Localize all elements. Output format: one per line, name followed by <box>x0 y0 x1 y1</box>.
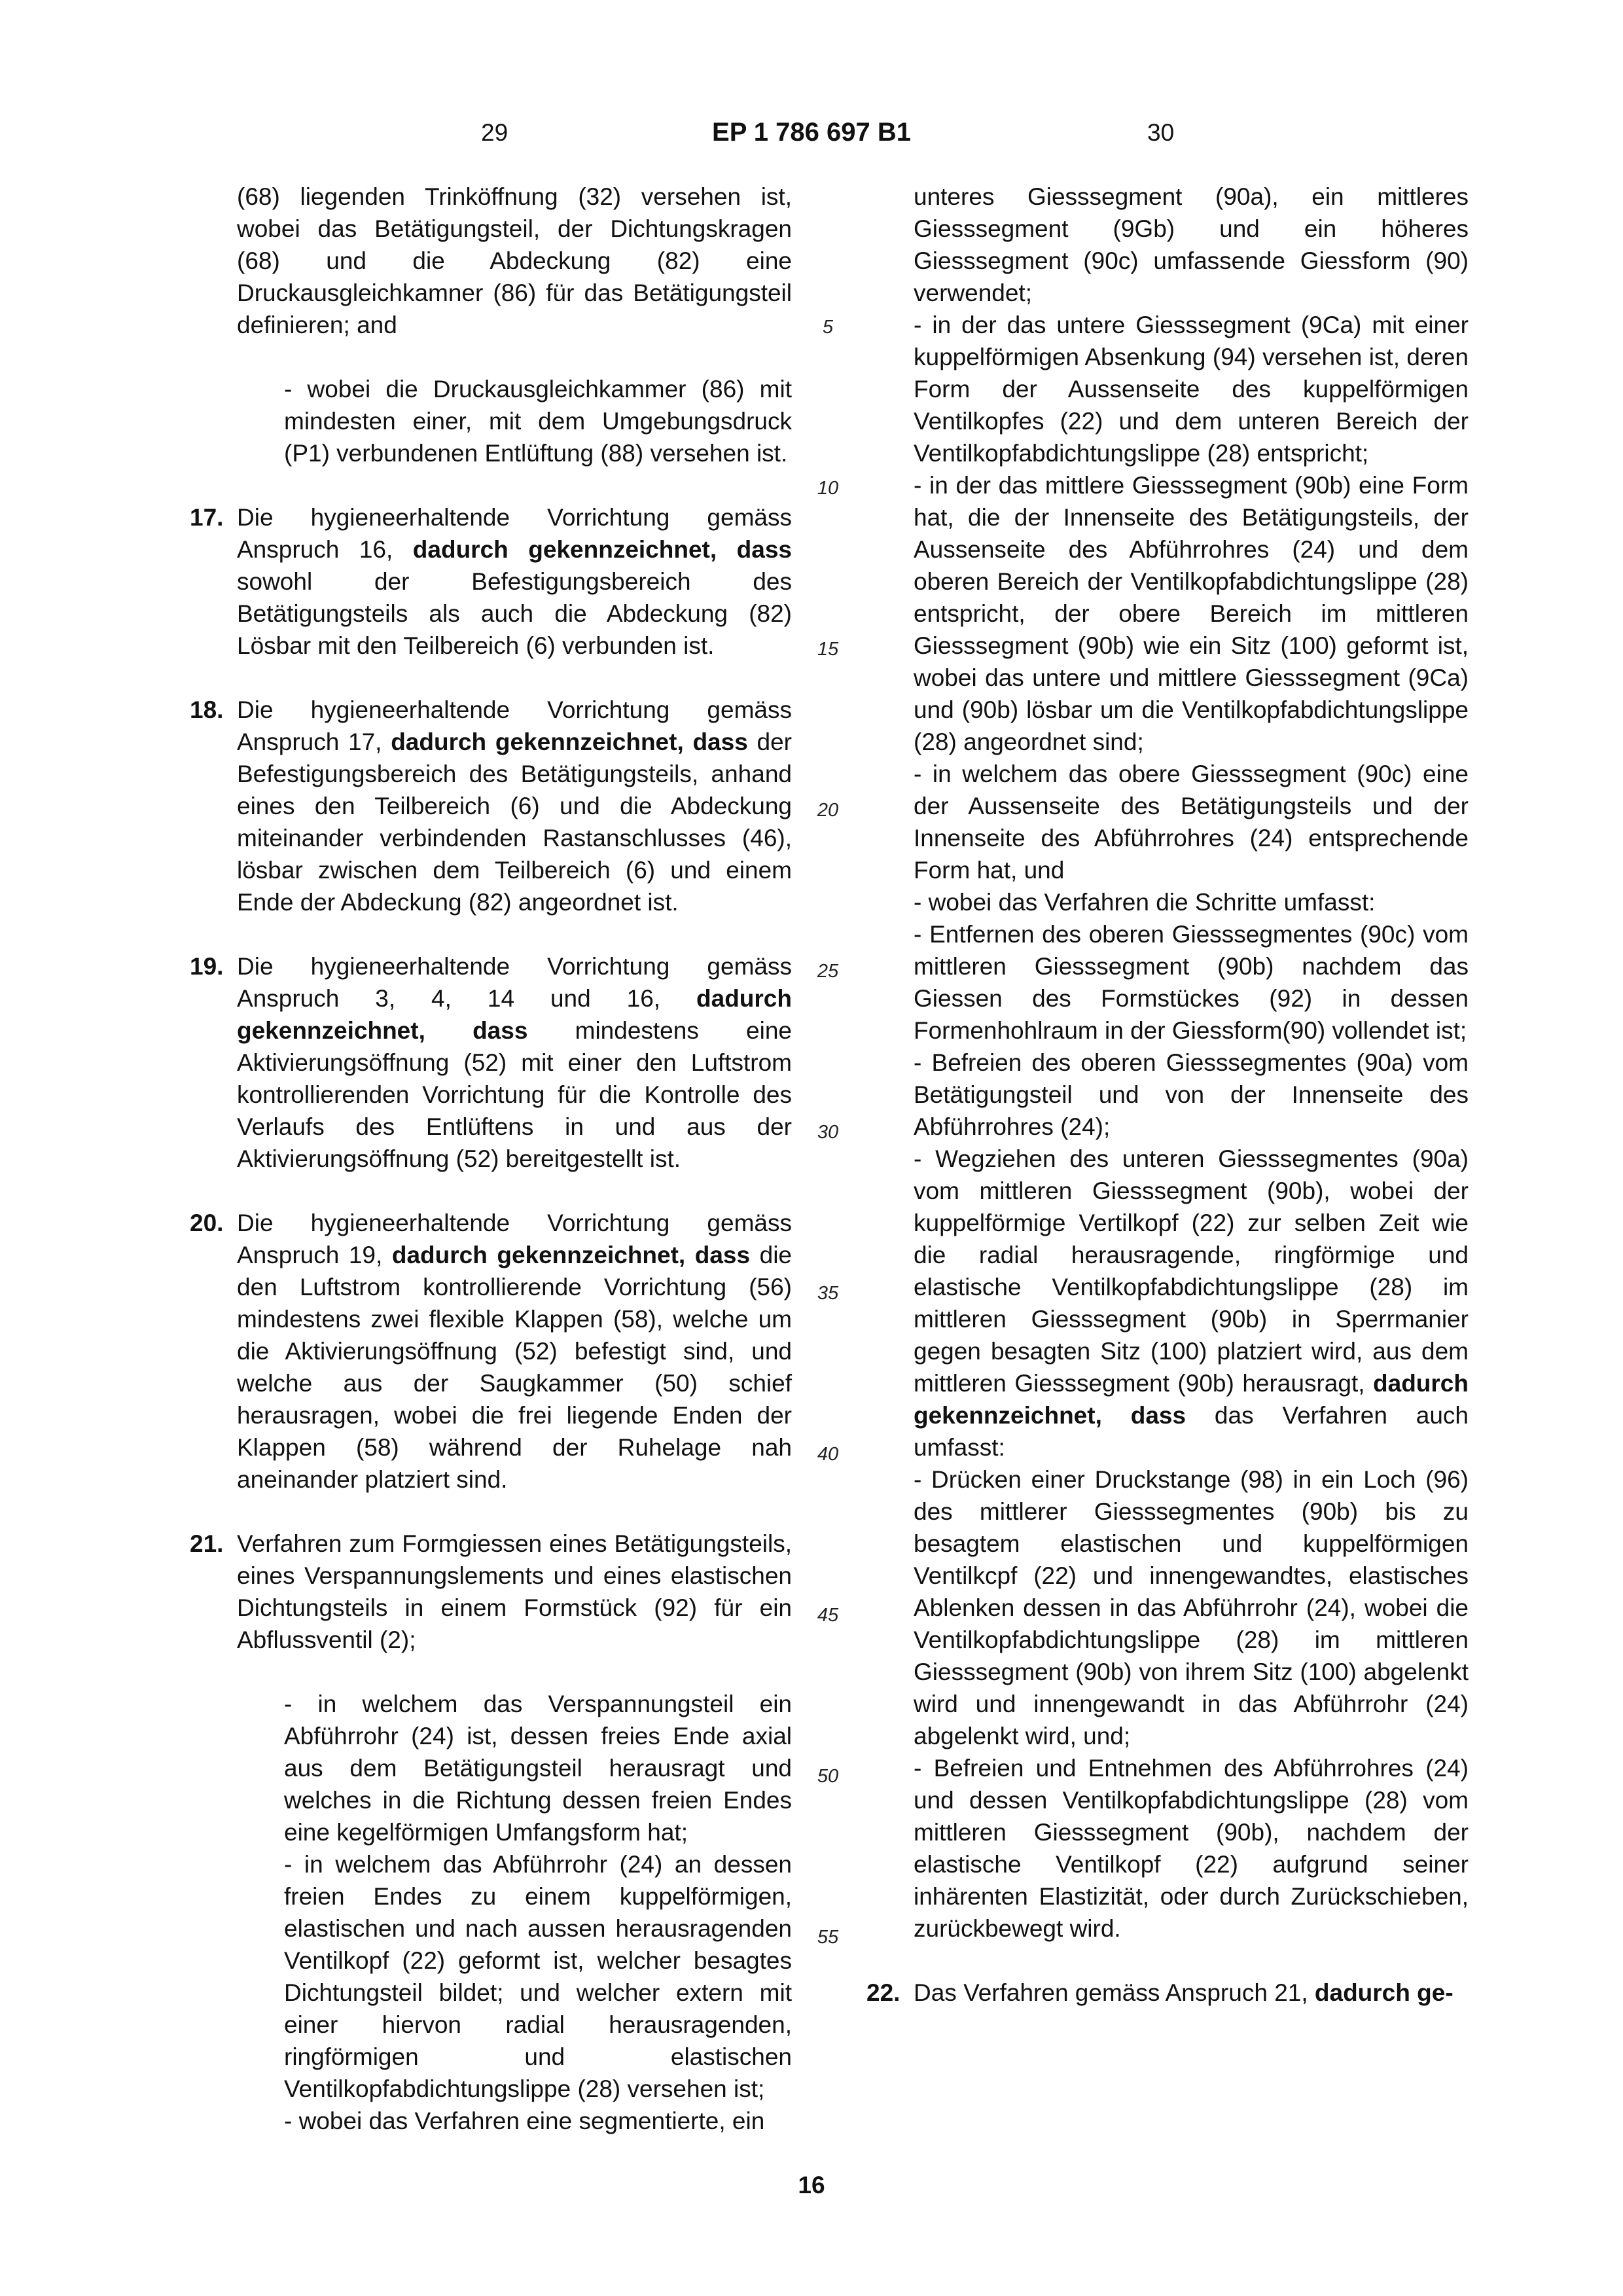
line-number: 25 <box>817 961 839 982</box>
claim-16-continuation: (68) liegenden Trinköffnung (32) versehen ist, wobei das Betätigungsteil, der Dichtungskragen (68) und die Abdeckung (82) eine Druckausgleichkamner (86) für das Betätigungsteil definieren; and <box>237 183 792 338</box>
line-number: 50 <box>817 1766 839 1787</box>
claim-21-items <box>190 1688 792 2137</box>
right-page-number: 30 <box>1147 119 1175 146</box>
line-number: 40 <box>817 1444 839 1465</box>
claim-17 <box>190 501 792 662</box>
line-number: 15 <box>817 639 839 660</box>
claim-text: der Befestigungsbereich des Betätigungsteils, anhand eines den Teilbereich (6) und die Abdeckung miteinander verbindenden Rastanschlusses (46), lösbar zwischen dem Teilbereich (6) und einem Ende der Abdeckung (82) angeordnet ist. <box>237 728 792 916</box>
right-column <box>866 181 1469 2009</box>
claim-21 <box>190 1528 792 1656</box>
left-page-number: 29 <box>481 119 508 146</box>
claim-text: Die hygieneerhaltende Vorrichtung gemäss Anspruch 3, 4, 14 und 16, <box>237 953 792 1012</box>
claim-21-item: - wobei das Verfahren eine segmentierte, ein <box>284 2108 765 2134</box>
claim-number: 17. <box>190 504 224 531</box>
claim-22 <box>866 1977 1469 2009</box>
claim-text: die den Luftstrom kontrollierende Vorrichtung (56) mindestens zwei flexible Klappen (58), welche um die Aktivierungsöffnung (52) befestigt sind, und welche aus der Saugkammer (50) schief herausragen, wobei die frei liegende Enden der Klappen (58) während der Ruhelage nah aneinander platziert sind. <box>237 1242 792 1493</box>
claim-number: 22. <box>866 1979 901 2006</box>
claim-number: 20. <box>190 1210 224 1236</box>
claim-16-indent-item: - wobei die Druckausgleichkammer (86) mit mindesten einer, mit dem Umgebungsdruck (P1) verbundenen Entlüftung (88) versehen ist. <box>284 376 792 467</box>
claim-21-item: - in welchem das Abführrohr (24) an dessen freien Endes zu einem kuppelförmigen, elastischen und nach aussen herausragenden Ventilkopf (22) geformt ist, welcher besagtes Dichtungsteil bildet; und welcher extern mit einer hiervon radial herausragenden, ringförmigen und elastischen Ventilkopfabdichtungslippe (28) versehen ist; <box>284 1851 792 2102</box>
claim-18 <box>190 694 792 918</box>
claim-text: - Wegziehen des unteren Giesssegmentes (90a) vom mittleren Giesssegment (90b), wobei der kuppelförmige Vertilkopf (22) zur selben Zeit wie die radial herausragende, ringförmige und elastische Ventilkopfabdichtungslippe (28) im mittleren Giesssegment (90b) in Sperrmanier gegen besagten Sitz (100) platziert wird, aus dem mittleren Giesssegment (90b) herausragt, <box>914 1145 1469 1397</box>
page-number: 16 <box>798 2172 825 2198</box>
claim-text: sowohl der Befestigungsbereich des Betätigungsteils als auch die Abdeckung (82) Lösbar mit den Teilbereich (6) verbunden ist. <box>237 568 792 659</box>
claim-number: 18. <box>190 696 224 723</box>
claim-21-steps <box>866 181 1469 1945</box>
claim-bold-phrase: dadurch gekennzeichnet, dass <box>391 728 748 755</box>
claim-text: mindestens eine Aktivierungsöffnung (52) mit einer den Luftstrom kontrollierenden Vorrichtung für die Kontrolle des Verlaufs des Entlüftens in und aus der Aktivierungsöffnung (52) bereitgestellt ist. <box>237 1017 792 1172</box>
claim-21-item: - in welchem das Verspannungsteil ein Abführrohr (24) ist, dessen freies Ende axial aus dem Betätigungsteil herausragt und welches in die Richtung dessen freien Endes eine kegelförmigen Umfangsform hat; <box>284 1691 792 1846</box>
claim-20 <box>190 1207 792 1496</box>
claim-text: Die hygieneerhaltende Vorrichtung gemäss Anspruch 16, <box>237 504 792 563</box>
claim-bold-phrase: dadurch gekennzeichnet, dass <box>237 985 792 1044</box>
claim-21-step: - Drücken einer Druckstange (98) in ein Loch (96) des mittlerer Giesssegmentes (90b) bis zu besagtem elastischen und kuppelförmigen Ventilkcpf (22) und innengewandtes, elastisches Ablenken dessen in das Abführrohr (24), wobei die Ventilkopfabdichtungslippe (28) im mittleren Giesssegment (90b) von ihrem Sitz (100) abgelenkt wird und innengewandt in das Abführrohr (24) abgelenkt wird, und; <box>914 1466 1469 1749</box>
claim-bold-phrase: dadurch gekennzeichnet, dass <box>914 1370 1469 1429</box>
claim-19 <box>190 950 792 1175</box>
line-number: 45 <box>817 1605 839 1626</box>
claim-21-step <box>914 1143 1469 1463</box>
left-column <box>190 181 792 2137</box>
line-number: 55 <box>817 1927 839 1948</box>
claim-21-step: - Entfernen des oberen Giesssegmentes (90c) vom mittleren Giesssegment (90b) nachdem das Giessen des Formstückes (92) in dessen Formenhohlraum in der Giessform(90) vollendet ist; <box>914 921 1469 1044</box>
document-title: EP 1 786 697 B1 <box>712 118 911 147</box>
line-number: 35 <box>817 1283 839 1304</box>
claim-text: das Verfahren auch umfasst: <box>914 1402 1469 1461</box>
claim-21-step: - Befreien des oberen Giesssegmentes (90a) vom Betätigungsteil und von der Innenseite des Abführrohres (24); <box>914 1049 1469 1140</box>
claim-text: Die hygieneerhaltende Vorrichtung gemäss Anspruch 19, <box>237 1210 792 1268</box>
claim-21-step: - in der das untere Giesssegment (9Ca) mit einer kuppelförmigen Absenkung (94) versehen ist, deren Form der Aussenseite des kuppelförmigen Ventilkopfes (22) und dem unteren Bereich der Ventilkopfabdichtungslippe (28) entspricht; <box>914 312 1469 467</box>
claim-21-step: - wobei das Verfahren die Schritte umfasst: <box>914 889 1376 916</box>
claim-bold-phrase: dadurch ge- <box>1314 1979 1454 2006</box>
claim-bold-phrase: dadurch gekennzeichnet, dass <box>391 1242 751 1268</box>
claim-21-step: - in welchem das obere Giesssegment (90c) eine der Aussenseite des Betätigungsteils und der Innenseite des Abführrohres (24) entsprechende Form hat, und <box>914 761 1469 884</box>
claim-text: Die hygieneerhaltende Vorrichtung gemäss Anspruch 17, <box>237 696 792 755</box>
claim-21-step: - in der das mittlere Giesssegment (90b) eine Form hat, die der Innenseite des Betätigungsteils, der Aussenseite des Abführrohres (24) und dem oberen Bereich der Ventilkopfabdichtungslippe (28) entspricht, der obere Bereich im mittleren Giesssegment (90b) wie ein Sitz (100) geformt ist, wobei das untere und mittlere Giesssegment (9Ca) und (90b) lösbar um die Ventilkopfabdichtungslippe (28) angeordnet sind; <box>914 472 1469 755</box>
line-number: 30 <box>817 1122 839 1143</box>
claim-text: Das Verfahren gemäss Anspruch 21, <box>914 1979 1315 2006</box>
line-number: 5 <box>822 317 834 338</box>
line-number: 10 <box>817 478 839 499</box>
claim-number: 19. <box>190 953 224 980</box>
claim-text: Verfahren zum Formgiessen eines Betätigungsteils, eines Verspannungslements und eines elastischen Dichtungsteils in einem Formstück (92) für ein Abflussventil (2); <box>237 1530 792 1653</box>
claim-number: 21. <box>190 1530 224 1557</box>
claim-21-step: unteres Giesssegment (90a), ein mittleres Giesssegment (9Gb) und ein höheres Giesssegment (90c) umfassende Giessform (90) verwendet; <box>914 183 1469 306</box>
claim-21-step: - Befreien und Entnehmen des Abführrohres (24) und dessen Ventilkopfabdichtungslippe (28) vom mittleren Giesssegment (90b), nachdem der elastische Ventilkopf (22) aufgrund seiner inhärenten Elastizität, oder durch Zurückschieben, zurückbewegt wird. <box>914 1755 1469 1942</box>
claim-bold-phrase: dadurch gekennzeichnet, dass <box>412 536 792 563</box>
line-number: 20 <box>817 800 839 821</box>
